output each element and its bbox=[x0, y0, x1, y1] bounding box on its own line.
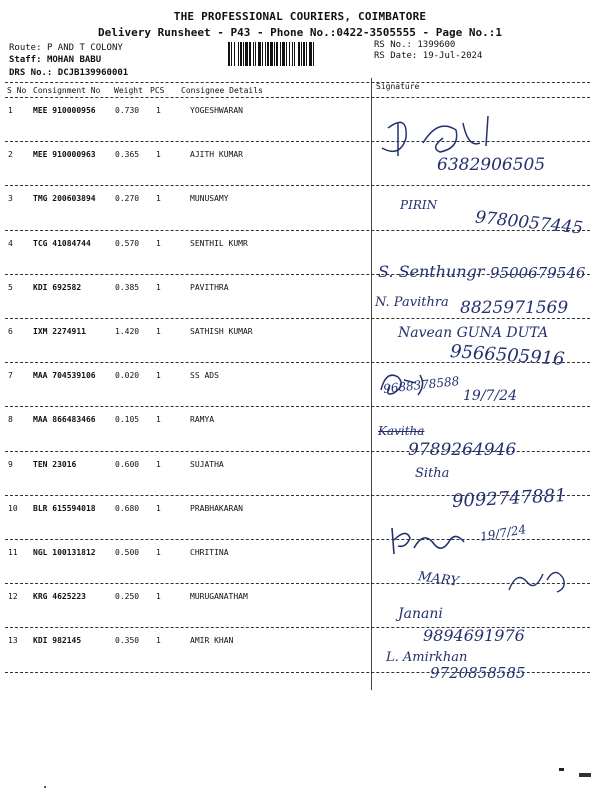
row-sno: 1 bbox=[8, 106, 13, 115]
runsheet-title: Delivery Runsheet - P43 - Phone No.:0422-3505555 - Page No.:1 bbox=[98, 26, 502, 39]
col-sno: S No bbox=[7, 86, 27, 95]
row-consignment-no: NGL 100131812 bbox=[33, 548, 96, 557]
r7-phone: 9688378588 bbox=[382, 374, 460, 396]
row-pcs: 1 bbox=[156, 548, 161, 557]
row-consignment-no: KDI 982145 bbox=[33, 636, 82, 646]
r9-signature: Sitha bbox=[415, 466, 450, 481]
row-consignee: PAVITHRA bbox=[190, 282, 229, 292]
row-pcs: 1 bbox=[156, 592, 161, 602]
row-consignee: YOGESHWARAN bbox=[190, 106, 243, 115]
row-weight: 0.020 bbox=[115, 371, 140, 381]
r13-signature: L. Amirkhan bbox=[386, 650, 468, 665]
row-consignment-no: MAA 704539106 bbox=[33, 371, 96, 381]
r3-phone: 9780057445 bbox=[474, 207, 584, 239]
row-consignee: MURUGANATHAM bbox=[190, 592, 248, 602]
r12-signature: Janani bbox=[398, 606, 443, 622]
row-pcs: 1 bbox=[156, 106, 161, 115]
row-consignment-no: BLR 615594018 bbox=[33, 503, 96, 513]
row-consignee: SATHISH KUMAR bbox=[190, 327, 253, 336]
row-sno: 11 bbox=[8, 548, 18, 557]
row-pcs: 1 bbox=[156, 503, 161, 513]
r4-signature: S. Senthungr bbox=[378, 262, 485, 281]
row-consignee: PRABHAKARAN bbox=[190, 503, 243, 513]
row-weight: 1.420 bbox=[115, 327, 140, 336]
r3-name: PIRIN bbox=[400, 198, 438, 212]
row-sno: 8 bbox=[8, 415, 13, 425]
row-sno: 12 bbox=[8, 592, 18, 602]
col-signature: Signature bbox=[376, 82, 420, 91]
r10-date: 19/7/24 bbox=[479, 522, 528, 544]
r11-signature: MARY bbox=[417, 569, 460, 590]
r8-signature: Kavitha bbox=[378, 424, 425, 438]
r5-signature: N. Pavithra bbox=[375, 295, 449, 310]
staff-value: MOHAN BABU bbox=[46, 55, 102, 65]
col-consignee: Consignee Details bbox=[181, 86, 263, 95]
row-consignee: RAMYA bbox=[190, 415, 215, 425]
drs-label: DRS No.: bbox=[9, 68, 53, 78]
row-consignment-no: TCG 41084744 bbox=[33, 238, 91, 248]
row-sno: 13 bbox=[8, 636, 18, 646]
company-title: THE PROFESSIONAL COURIERS, COIMBATORE bbox=[173, 10, 427, 23]
row-weight: 0.730 bbox=[115, 106, 140, 115]
row-weight: 0.350 bbox=[115, 636, 140, 646]
row-consignment-no: TMG 200603894 bbox=[33, 194, 96, 204]
row-weight: 0.385 bbox=[115, 282, 140, 292]
drs-value: DCJB139960001 bbox=[57, 68, 129, 78]
route-label: Route: bbox=[9, 43, 42, 53]
row-sno: 10 bbox=[8, 503, 18, 513]
row-consignment-no: MAA 866483466 bbox=[33, 415, 96, 425]
row-pcs: 1 bbox=[156, 327, 161, 336]
row-consignee: MUNUSAMY bbox=[190, 194, 229, 204]
row-sno: 2 bbox=[8, 150, 13, 160]
row-consignment-no: MEE 910000956 bbox=[33, 106, 96, 115]
row-pcs: 1 bbox=[156, 459, 161, 469]
staff-label: Staff: bbox=[9, 55, 42, 65]
row-sno: 3 bbox=[8, 194, 13, 204]
route-value: P AND T COLONY bbox=[46, 43, 123, 53]
row-consignment-no: TEN 23016 bbox=[33, 459, 77, 469]
row-consignee: SS ADS bbox=[190, 371, 219, 381]
r7-date: 19/7/24 bbox=[463, 388, 517, 404]
r6-name: Navean GUNA DUTA bbox=[398, 325, 549, 341]
row-sno: 4 bbox=[8, 238, 13, 248]
r13-phone: 9720858585 bbox=[430, 664, 526, 682]
row-sno: 7 bbox=[8, 371, 13, 381]
row-consignment-no: KDI 692582 bbox=[33, 282, 82, 292]
row-pcs: 1 bbox=[156, 150, 161, 160]
row-pcs: 1 bbox=[156, 415, 161, 425]
r2-phone: 6382906505 bbox=[437, 155, 546, 175]
row-sno: 5 bbox=[8, 282, 13, 292]
col-weight: Weight bbox=[114, 86, 143, 95]
row-weight: 0.680 bbox=[115, 503, 140, 513]
row-consignee: AJITH KUMAR bbox=[190, 150, 243, 160]
row-pcs: 1 bbox=[156, 194, 161, 204]
row-consignee: CHRITINA bbox=[190, 548, 229, 557]
rs-no-label: RS No.: bbox=[374, 40, 412, 50]
row-consignee: SUJATHA bbox=[190, 459, 224, 469]
row-pcs: 1 bbox=[156, 636, 161, 646]
r12-phone: 9894691976 bbox=[423, 626, 525, 645]
rs-date-value: 19-Jul-2024 bbox=[422, 51, 483, 61]
row-consignment-no: KRG 4625223 bbox=[33, 592, 86, 602]
row-consignment-no: IXM 2274911 bbox=[33, 327, 86, 336]
row-weight: 0.570 bbox=[115, 238, 140, 248]
rs-no-value: 1399600 bbox=[417, 40, 456, 50]
row-consignment-no: MEE 910000963 bbox=[33, 150, 96, 160]
row-weight: 0.600 bbox=[115, 459, 140, 469]
col-consignment: Consignment No bbox=[33, 86, 101, 95]
r4-phone: 9500679546 bbox=[490, 264, 586, 282]
r6-phone: 9566505916 bbox=[449, 341, 566, 370]
row-sno: 6 bbox=[8, 327, 13, 336]
row-weight: 0.365 bbox=[115, 150, 140, 160]
row-pcs: 1 bbox=[156, 238, 161, 248]
row-pcs: 1 bbox=[156, 282, 161, 292]
row-weight: 0.270 bbox=[115, 194, 140, 204]
row-weight: 0.500 bbox=[115, 548, 140, 557]
row-weight: 0.105 bbox=[115, 415, 140, 425]
row-weight: 0.250 bbox=[115, 592, 140, 602]
row-consignee: AMIR KHAN bbox=[190, 636, 234, 646]
row-consignee: SENTHIL KUMR bbox=[190, 238, 248, 248]
row-pcs: 1 bbox=[156, 371, 161, 381]
r8-phone: 9789264946 bbox=[408, 440, 517, 460]
r9-phone: 9092747881 bbox=[451, 485, 568, 512]
col-pcs: PCS bbox=[150, 86, 165, 95]
r5-phone: 8825971569 bbox=[460, 298, 569, 318]
rs-date-label: RS Date: bbox=[374, 51, 418, 61]
row-sno: 9 bbox=[8, 459, 13, 469]
